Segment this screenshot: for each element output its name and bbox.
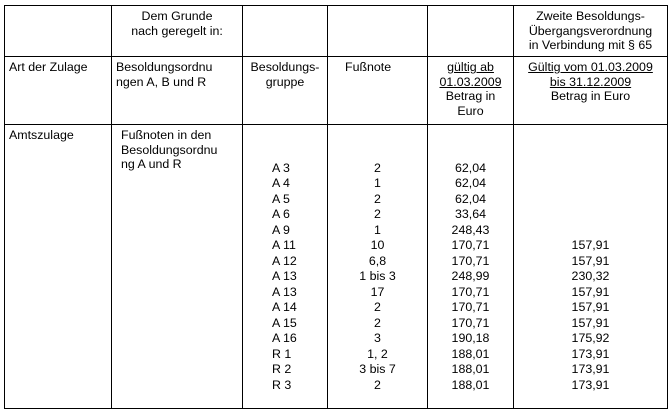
zulage-art-text: Amtszulage bbox=[9, 128, 74, 142]
table-row-fussnote: 1 bis 3 bbox=[359, 269, 396, 283]
table-row-betrag-ab: 33,64 bbox=[454, 207, 486, 221]
header-grund-text: nach geregelt in: bbox=[131, 23, 223, 38]
table-row-betrag-bis: 157,91 bbox=[571, 284, 610, 299]
table-row-gruppe: R 2 bbox=[272, 362, 292, 376]
header-grund-text: Dem Grunde bbox=[141, 9, 213, 23]
header-gueltig-ab-text: gültig ab bbox=[447, 60, 494, 74]
header-gueltig-vom-text: Gültig vom 01.03.2009 bbox=[528, 60, 653, 74]
table-row-fussnote: 2 bbox=[374, 207, 381, 221]
table-row-fussnote: 2 bbox=[374, 377, 381, 392]
table-row-betrag-bis: 157,91 bbox=[571, 300, 610, 314]
table-row-gruppe: A 11 bbox=[272, 238, 296, 252]
row-border bbox=[4, 56, 668, 57]
table-row-betrag-ab: 248,43 bbox=[451, 222, 490, 237]
header-gueltig-ab-text: 01.03.2009 bbox=[439, 74, 502, 89]
table-row-gruppe: R 1 bbox=[272, 346, 292, 361]
table-row-fussnote: 10 bbox=[370, 238, 385, 252]
row-border bbox=[4, 5, 668, 6]
table-row-betrag-bis: 173,91 bbox=[571, 362, 610, 376]
column-border bbox=[4, 5, 5, 408]
table-row-betrag-bis: 157,91 bbox=[571, 238, 610, 252]
table-row-gruppe: A 9 bbox=[272, 222, 290, 237]
header-gueltig-vom-text: bis 31.12.2009 bbox=[549, 74, 632, 89]
table-row-gruppe: A 5 bbox=[272, 191, 290, 206]
table-row-gruppe: A 12 bbox=[272, 253, 297, 268]
table-row-betrag-bis: 175,92 bbox=[571, 331, 610, 345]
table-row-fussnote: 2 bbox=[374, 160, 381, 175]
header-verordnung-text: in Verbindung mit § 65 bbox=[528, 38, 653, 53]
table-row-betrag-bis: 157,91 bbox=[571, 315, 610, 330]
table-row-gruppe: A 6 bbox=[272, 207, 290, 221]
table-row-betrag-ab: 62,04 bbox=[454, 176, 486, 190]
table-row-gruppe: A 14 bbox=[272, 300, 297, 314]
table-row-fussnote: 3 bbox=[374, 331, 381, 345]
table-row-betrag-ab: 248,99 bbox=[451, 269, 490, 283]
table-row-betrag-ab: 188,01 bbox=[451, 377, 490, 392]
header-fussnote-text: Fußnote bbox=[345, 60, 392, 74]
table-row-gruppe: A 3 bbox=[272, 160, 290, 175]
table-row-fussnote: 3 bis 7 bbox=[359, 362, 396, 376]
table-row-fussnote: 2 bbox=[374, 300, 381, 314]
header-besoldungsgruppe-text: Besoldungs- bbox=[250, 60, 320, 74]
zulage-grund-text: ng A und R bbox=[121, 157, 182, 172]
table-row-betrag-bis: 230,32 bbox=[571, 269, 610, 283]
table-row-fussnote: 2 bbox=[374, 315, 381, 330]
header-betrag-text: Betrag in bbox=[445, 89, 496, 104]
header-besoldungsgruppe-text: gruppe bbox=[265, 74, 305, 89]
table-row-betrag-bis: 173,91 bbox=[571, 346, 610, 361]
header-verordnung-text: Zweite Besoldungs- bbox=[536, 9, 645, 23]
table-row-betrag-ab: 62,04 bbox=[454, 191, 486, 206]
table-row-gruppe: A 15 bbox=[272, 315, 297, 330]
table-row-betrag-ab: 190,18 bbox=[451, 331, 490, 345]
table-row-gruppe: A 16 bbox=[272, 331, 297, 345]
zulage-grund-text: Besoldungsordnu bbox=[121, 142, 218, 157]
table-row-betrag-ab: 188,01 bbox=[451, 362, 490, 376]
table-row-gruppe: A 4 bbox=[272, 176, 290, 190]
table-row-gruppe: R 3 bbox=[272, 377, 292, 392]
table-row-fussnote: 6,8 bbox=[368, 253, 387, 268]
table-row-fussnote: 1, 2 bbox=[367, 346, 388, 361]
table-row-gruppe: A 13 bbox=[272, 269, 297, 283]
table-row-fussnote: 1 bbox=[374, 222, 381, 237]
row-border bbox=[4, 408, 668, 409]
header-besoldungsordnung-text: Besoldungsordnu bbox=[116, 60, 213, 74]
table-row-betrag-ab: 170,71 bbox=[451, 315, 490, 330]
table-row-betrag-bis: 157,91 bbox=[571, 253, 610, 268]
column-border bbox=[667, 5, 668, 408]
table-row-gruppe: A 13 bbox=[272, 284, 297, 299]
table-row-betrag-ab: 62,04 bbox=[454, 160, 486, 175]
table-row-fussnote: 2 bbox=[374, 191, 381, 206]
table-row-fussnote: 1 bbox=[374, 176, 381, 190]
table-row-betrag-bis: 173,91 bbox=[571, 377, 610, 392]
zulage-grund-text: Fußnoten in den bbox=[121, 128, 212, 142]
table-row-fussnote: 17 bbox=[370, 284, 385, 299]
header-verordnung-text: Übergangsverordnung bbox=[528, 23, 653, 38]
header-besoldungsordnung-text: ngen A, B und R bbox=[116, 74, 207, 89]
header-betrag-text: Euro bbox=[457, 103, 484, 118]
table-row-betrag-ab: 188,01 bbox=[451, 346, 490, 361]
table-row-betrag-ab: 170,71 bbox=[451, 300, 490, 314]
table-row-betrag-ab: 170,71 bbox=[451, 238, 490, 252]
table-row-betrag-ab: 170,71 bbox=[451, 253, 490, 268]
table-row-betrag-ab: 170,71 bbox=[451, 284, 490, 299]
header-art-text: Art der Zulage bbox=[9, 60, 88, 74]
row-border bbox=[4, 124, 668, 125]
column-border bbox=[111, 5, 112, 408]
header-betrag-euro-text: Betrag in Euro bbox=[550, 89, 631, 104]
